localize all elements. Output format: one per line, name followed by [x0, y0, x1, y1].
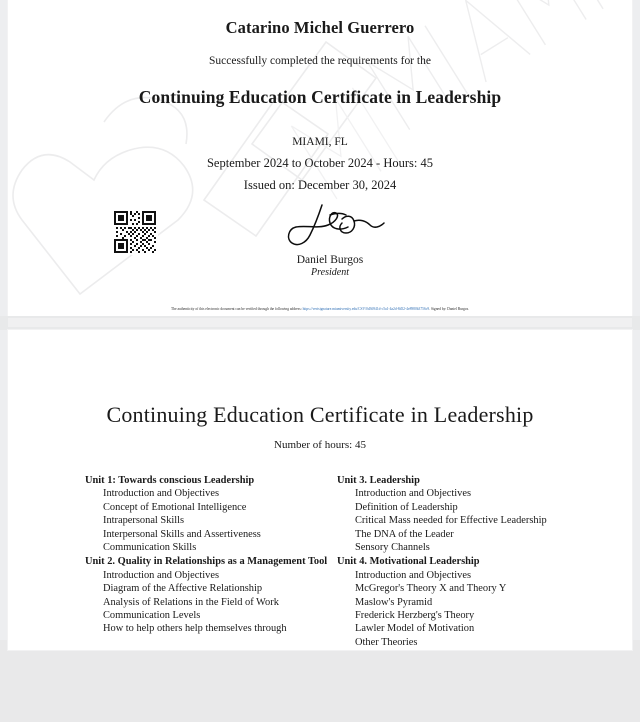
- unit-column-right: [337, 473, 597, 649]
- unit-column-left: [85, 473, 345, 636]
- syllabus-hours: Number of hours: 45: [274, 439, 366, 451]
- certificate-location: MIAMI, FL: [292, 136, 348, 148]
- unit-item: Introduction and Objectives: [103, 569, 219, 581]
- unit-item: Diagram of the Affective Relationship: [103, 583, 263, 595]
- unit-item: Introduction and Objectives: [103, 488, 219, 500]
- unit-heading: Unit 2. Quality in Relationships as a Management Tool: [85, 556, 328, 568]
- unit-item: Lawler Model of Motivation: [355, 623, 475, 635]
- unit-heading: Unit 4. Motivational Leadership: [337, 556, 480, 568]
- unit-item: Interpersonal Skills and Assertiveness: [103, 528, 261, 540]
- recipient-name: Catarino Michel Guerrero: [225, 18, 415, 37]
- unit-heading: Unit 3. Leadership: [337, 475, 420, 486]
- signatory-role: President: [311, 267, 349, 278]
- signature-block: [240, 201, 420, 278]
- unit-item: Frederick Herzberg's Theory: [355, 610, 475, 622]
- signatory-name: Daniel Burgos: [296, 254, 364, 266]
- unit-item: Introduction and Objectives: [355, 488, 471, 500]
- certificate-issue-date: Issued on: December 30, 2024: [243, 178, 397, 192]
- signature-row: [8, 209, 632, 301]
- unit-item: Concept of Emotional Intelligence: [103, 501, 247, 513]
- unit-item: Sensory Channels: [355, 542, 430, 554]
- unit-item: How to help others help themselves through: [103, 623, 287, 635]
- signature-icon: [240, 201, 420, 253]
- unit-item: Other Theories: [355, 636, 418, 648]
- unit-item: Communication Levels: [103, 610, 201, 622]
- verification-url[interactable]: https://verisignature.miamiversity.edu/CSV/0d36941d-c5a1-4a2d-8d52-4e8980b3756c9: [302, 307, 430, 311]
- unit-item: Analysis of Relations in the Field of Work: [103, 596, 279, 608]
- verification-prefix: The authenticity of this electronic document can be verified through the following address:: [170, 307, 302, 311]
- verification-footer: [8, 307, 632, 312]
- unit-item: Intrapersonal Skills: [103, 515, 185, 527]
- syllabus-page: [8, 330, 632, 650]
- unit-heading: Unit 1: Towards conscious Leadership: [85, 475, 255, 486]
- unit-item: Critical Mass needed for Effective Leadership: [355, 515, 547, 527]
- certificate-title: Continuing Education Certificate in Leadership: [138, 87, 502, 107]
- unit-item: Introduction and Objectives: [355, 569, 471, 581]
- certificate-page: [8, 0, 632, 316]
- certificate-subtitle: Successfully completed the requirements for the: [209, 55, 431, 67]
- unit-item: Communication Skills: [103, 542, 197, 554]
- unit-block: [337, 555, 597, 649]
- unit-block: [85, 555, 345, 635]
- unit-item: The DNA of the Leader: [355, 528, 454, 540]
- unit-item: McGregor's Theory X and Theory Y: [355, 583, 507, 595]
- qr-code-icon[interactable]: [112, 209, 158, 255]
- unit-block: [337, 474, 597, 554]
- unit-block: [85, 474, 345, 554]
- unit-item: Maslow's Pyramid: [355, 596, 433, 608]
- unit-item: Definition of Leadership: [355, 501, 458, 513]
- syllabus-title: Continuing Education Certificate in Leadership: [106, 402, 534, 427]
- verification-suffix: . Signed by: Daniel Burgos.: [429, 307, 470, 311]
- certificate-dates: September 2024 to October 2024 - Hours: 45: [206, 156, 433, 170]
